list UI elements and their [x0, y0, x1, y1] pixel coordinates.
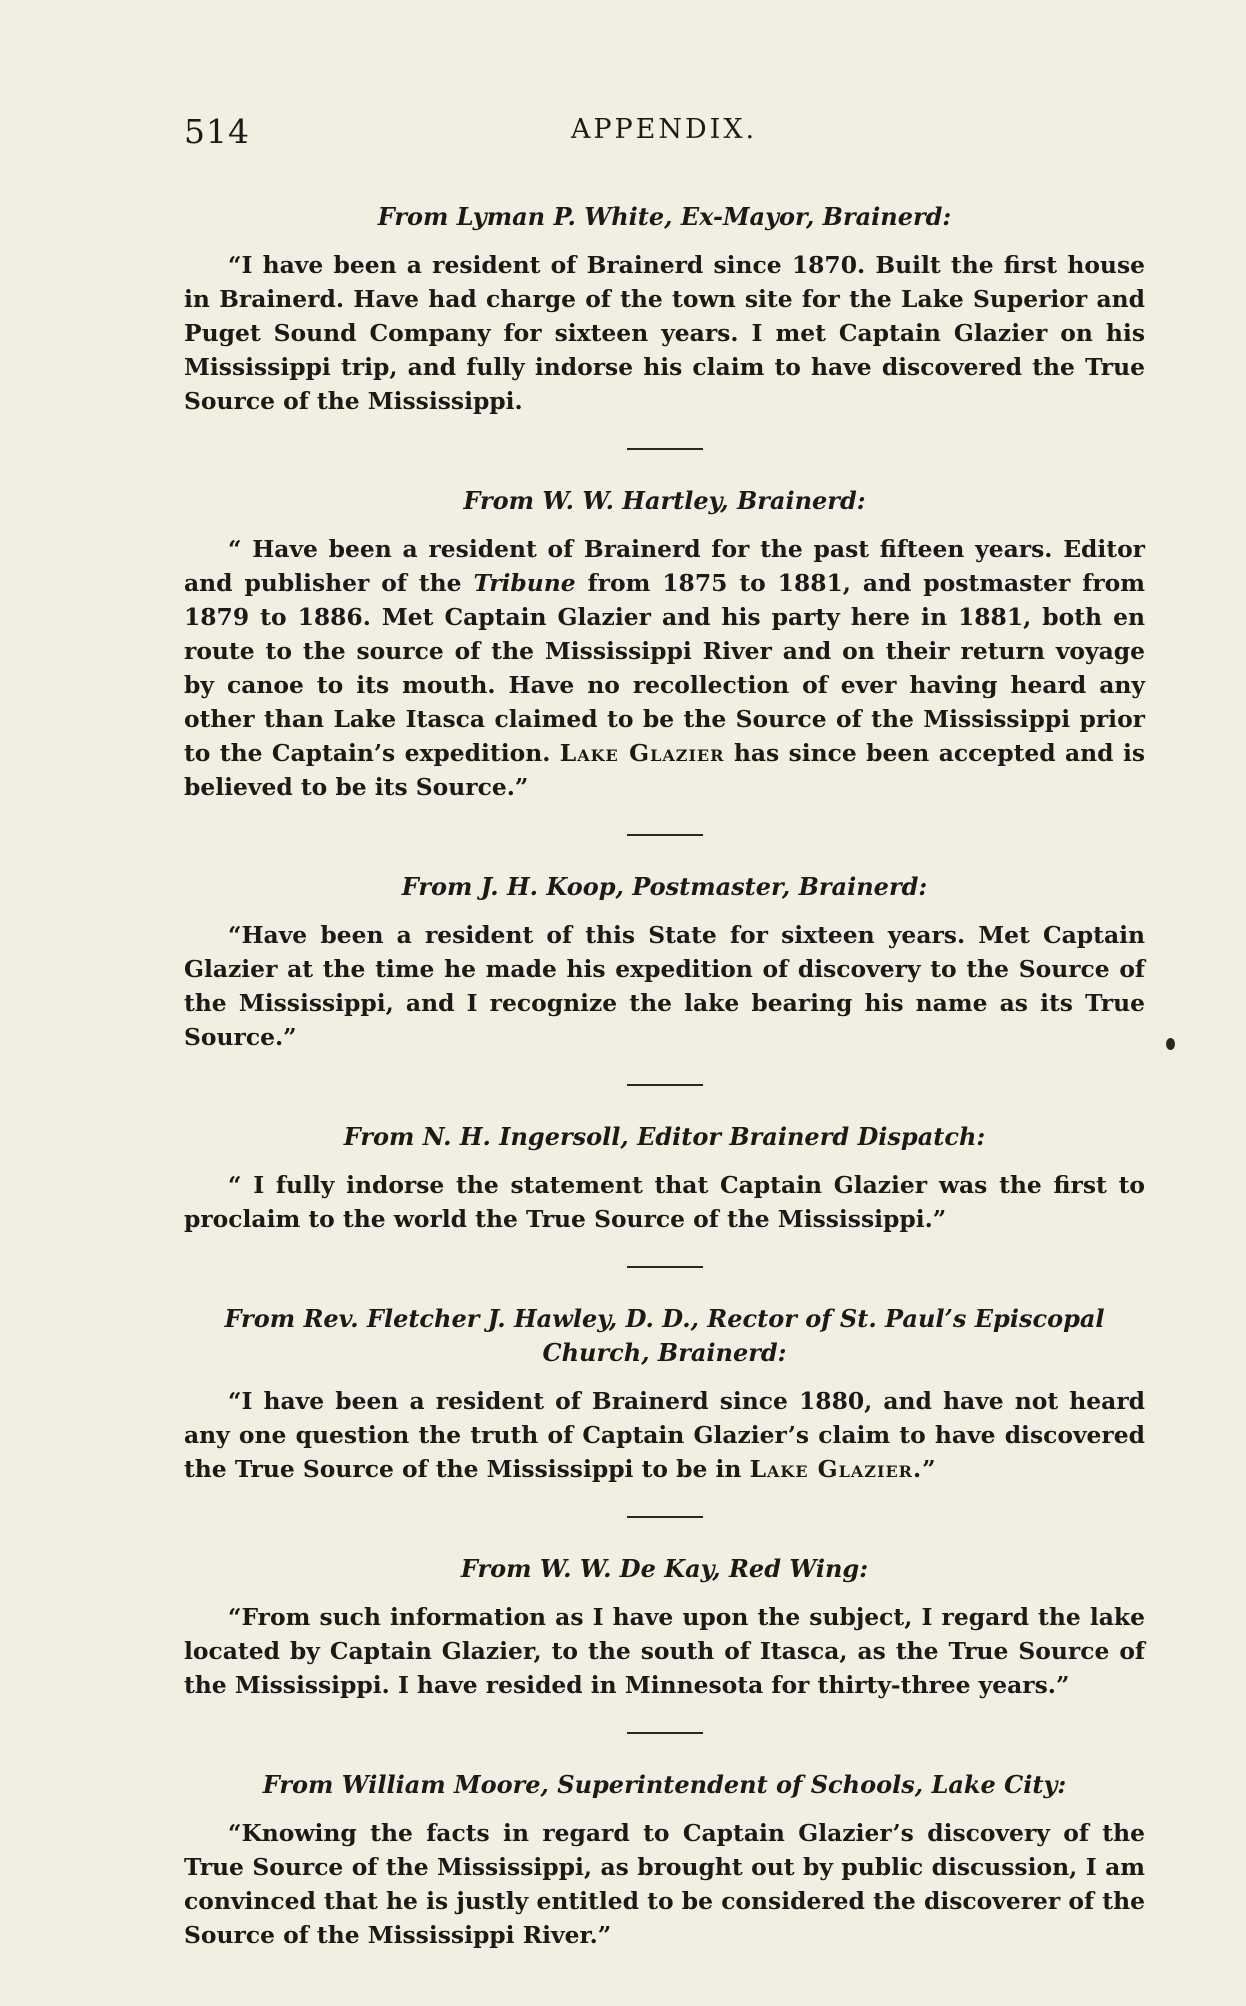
- testimonial-text-part: has since been accepted and is believed to be its Source.”: [184, 739, 1145, 801]
- testimonial-entry: [184, 1302, 1145, 1486]
- running-head: APPENDIX.: [570, 114, 758, 145]
- section-divider: [627, 1084, 703, 1086]
- ink-fleck: [1166, 1038, 1175, 1050]
- testimonial-text: “I have been a resident of Brainerd since 1870. Built the first house in Brainerd. Have had charge of the town site for the Lake Superior and Puget Sound Company for sixteen years. I met Captain Glazier on his Mississippi trip, and fully indorse his claim to have discovered the True Source of the Mississippi.: [184, 251, 1145, 415]
- page-number: 514: [184, 112, 250, 151]
- testimonial-text: “Knowing the facts in regard to Captain Glazier’s discovery of the True Source of the Mississippi, as brought out by public discussion, I am convinced that he is justly entitled to be considered the discoverer of the Source of the Mississippi River.”: [184, 1819, 1145, 1949]
- testimonial-entry: [184, 1768, 1145, 1952]
- testimonial-source: From Lyman P. White, Ex-Mayor, Brainerd:: [377, 202, 952, 231]
- testimonial-text: [184, 532, 1145, 804]
- section-divider: [627, 448, 703, 450]
- testimonial-source: From J. H. Koop, Postmaster, Brainerd:: [401, 872, 928, 901]
- testimonial-source: From W. W. Hartley, Brainerd:: [463, 486, 866, 515]
- testimonial-source: From Rev. Fletcher J. Hawley, D. D., Rector of St. Paul’s Episcopal Church, Brainerd:: [224, 1304, 1105, 1367]
- testimonial-entry: [184, 484, 1145, 804]
- page-header: [184, 112, 1144, 162]
- lake-name: Lake Glazier: [559, 739, 725, 767]
- testimonial-text-part: from 1875 to 1881, and postmaster from 1879 to 1886. Met Captain Glazier and his party here in 1881, both en route to the source of the Mississippi River and on their return voyage by canoe to its mouth. Have no recollection of ever having heard any other than Lake Itasca claimed to be the Source of the Mississippi prior to the Captain’s expedition.: [184, 569, 1145, 767]
- testimonial-text: [184, 1384, 1145, 1486]
- testimonial-text: “Have been a resident of this State for sixteen years. Met Captain Glazier at the time he made his expedition of discovery to the Source of the Mississippi, and I recognize the lake bearing his name as its True Source.”: [184, 921, 1145, 1051]
- lake-name: Lake Glazier.: [749, 1455, 923, 1483]
- page-content: [184, 200, 1145, 1952]
- testimonial-entry: [184, 1552, 1145, 1702]
- testimonial-text-part: “I have been a resident of Brainerd since 1880, and have not heard any one question the truth of Captain Glazier’s claim to have discovered the True Source of the Mississippi to be in: [184, 1387, 1145, 1483]
- testimonial-source: From W. W. De Kay, Red Wing:: [460, 1554, 869, 1583]
- section-divider: [627, 1732, 703, 1734]
- testimonial-text-part: ”: [922, 1455, 936, 1483]
- testimonial-source: From N. H. Ingersoll, Editor Brainerd Dispatch:: [343, 1122, 986, 1151]
- testimonial-entry: [184, 1120, 1145, 1236]
- testimonial-text: “From such information as I have upon the subject, I regard the lake located by Captain Glazier, to the south of Itasca, as the True Source of the Mississippi. I have resided in Minnesota for thirty-three years.”: [184, 1603, 1145, 1699]
- section-divider: [627, 1516, 703, 1518]
- section-divider: [627, 1266, 703, 1268]
- testimonial-text: “ I fully indorse the statement that Captain Glazier was the first to proclaim to the world the True Source of the Mississippi.”: [184, 1171, 1145, 1233]
- section-divider: [627, 834, 703, 836]
- newspaper-title: Tribune: [473, 569, 576, 597]
- testimonial-source: From William Moore, Superintendent of Schools, Lake City:: [262, 1770, 1067, 1799]
- testimonial-entry: [184, 200, 1145, 418]
- testimonial-text-part: “ Have been a resident of Brainerd for the past fifteen years. Editor and publisher of the: [184, 535, 1145, 597]
- testimonial-entry: [184, 870, 1145, 1054]
